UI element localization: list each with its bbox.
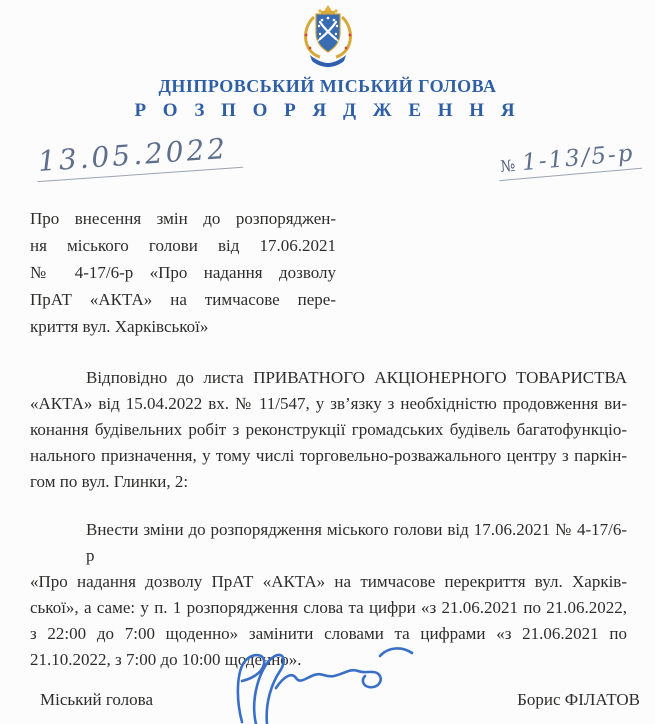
subject-block (30, 205, 336, 340)
subject-line: № 4-17/6-р «Про надання дозволу (30, 263, 336, 282)
paragraph-line: конання будівельних робіт з реконструкції громадських будівель багатофункціо- (30, 420, 627, 439)
paragraph-line: 21.10.2022, з 7:00 до 10:00 щоденно». (30, 650, 302, 669)
org-name: ДНІПРОВСЬКИЙ МІСЬКИЙ ГОЛОВА (158, 76, 497, 96)
paragraph-line: гом по вул. Глинки, 2: (30, 472, 189, 491)
document-number (497, 140, 642, 181)
paragraph-line: «АКТА» від 15.04.2022 вх. № 11/547, у зв’язку з необхідністю продовження ви- (30, 394, 627, 413)
subject-line: ПрАТ «АКТА» на тимчасове пере- (30, 290, 336, 309)
number-sign: № (499, 155, 517, 177)
paragraph-line: з 22:00 до 7:00 щоденно» замінити словами та цифрами «з 21.06.2021 по (30, 624, 627, 643)
subject-line: криття вул. Харківської» (30, 317, 209, 336)
dnipro-coat-of-arms-icon (293, 4, 363, 68)
handwritten-signature-icon (222, 644, 437, 724)
subject-line: Про внесення змін до розпоряджен- (30, 209, 336, 228)
emblem-wrap (0, 4, 655, 68)
handwritten-date: 13.05.2022 (35, 131, 243, 182)
signer-name: Борис ФІЛАТОВ (517, 690, 640, 709)
doc-type-title: Р О З П О Р Я Д Ж Е Н Н Я (134, 100, 521, 121)
subject-line: ня міського голови від 17.06.2021 (30, 236, 336, 255)
paragraph-line: нального призначення, у тому числі торговельно-розважального центру з паркін- (30, 446, 627, 465)
paragraph-line: «Про надання дозволу ПрАТ «АКТА» на тимчасове перекриття вул. Харків- (30, 572, 627, 591)
signer-position: Міський голова (40, 690, 153, 709)
paragraph-line: Внести зміни до розпорядження міського голови від 17.06.2021 № 4-17/6-р (86, 520, 627, 565)
paragraph-line: ської», а саме: у п. 1 розпорядження слова та цифри «з 21.06.2021 по 21.06.2022, (30, 598, 627, 617)
signature-row (40, 690, 640, 710)
body-paragraph-1 (30, 365, 627, 495)
paragraph-line: Відповідно до листа ПРИВАТНОГО АКЦІОНЕРНОГО ТОВАРИСТВА (86, 368, 627, 387)
handwritten-number: 1-13/5-р (521, 140, 636, 177)
